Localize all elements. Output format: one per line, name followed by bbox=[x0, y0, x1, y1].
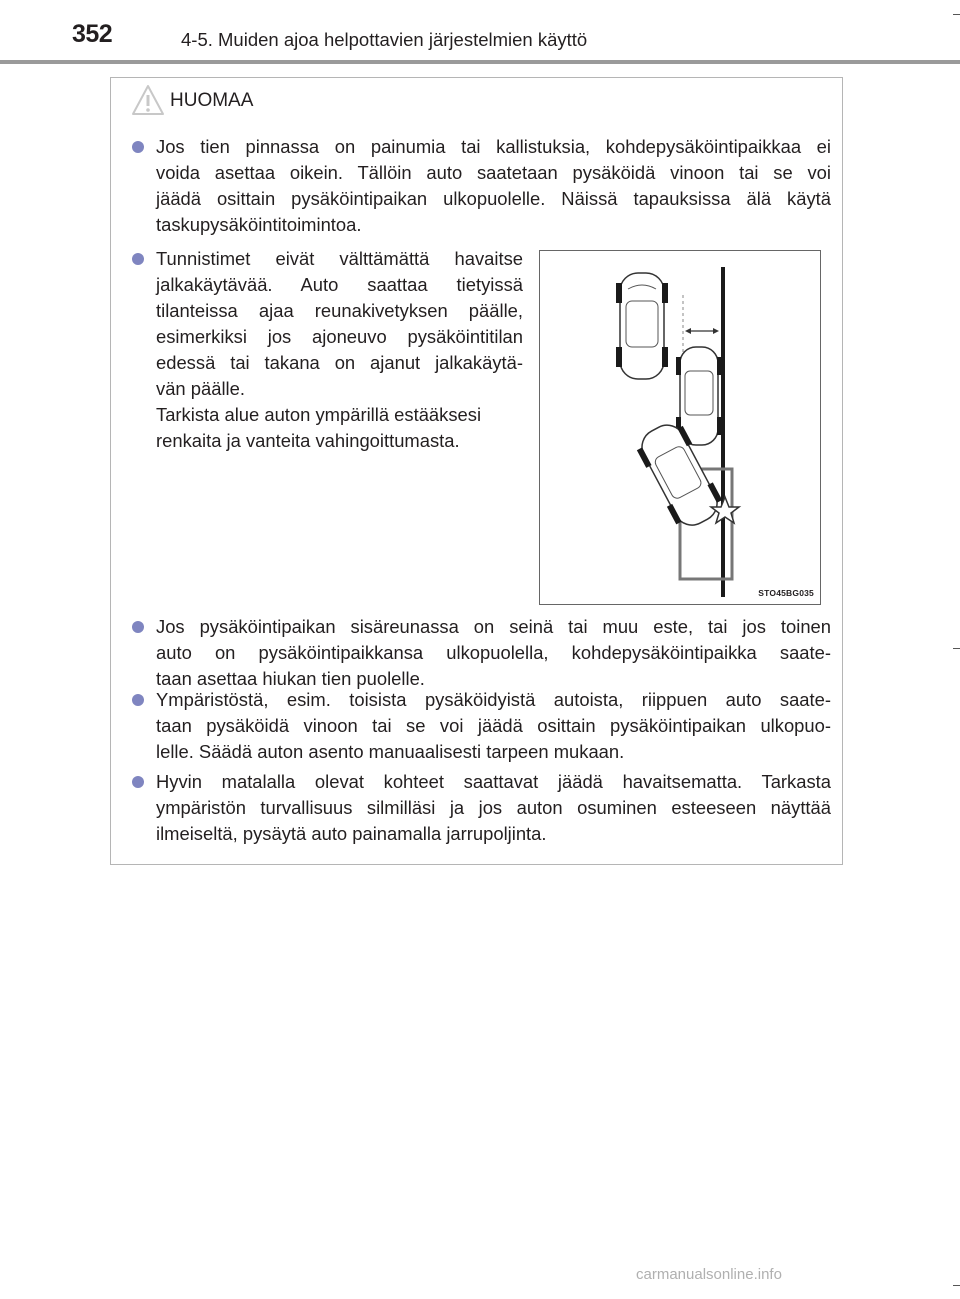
text-line: jalkakäytävää. Auto saattaa tietyissä bbox=[156, 274, 523, 295]
list-item-text bbox=[156, 687, 831, 765]
list-item bbox=[131, 687, 831, 765]
crop-mark bbox=[953, 14, 960, 15]
section-title: 4-5. Muiden ajoa helpottavien järjestelmien käyttö bbox=[181, 29, 588, 50]
list-item bbox=[131, 134, 831, 238]
warning-triangle-icon bbox=[131, 84, 165, 116]
text-line: voida asettaa oikein. Tällöin auto saatetaan pysäköidä vinoon tai se voi bbox=[156, 162, 831, 183]
text-line: taan asettaa hiukan tien puolelle. bbox=[156, 668, 425, 689]
text-line: tilanteissa ajaa reunakivetyksen päälle, bbox=[156, 300, 523, 321]
watermark: carmanualsonline.info bbox=[636, 1266, 782, 1283]
text-line: edessä tai takana on ajanut jalkakäytä- bbox=[156, 352, 523, 373]
list-item-text bbox=[156, 614, 831, 692]
text-line: Ympäristöstä, esim. toisista pysäköidyistä autoista, riippuen auto saate- bbox=[156, 689, 831, 710]
header-rule bbox=[0, 60, 960, 64]
notice-box bbox=[110, 77, 843, 865]
parking-illustration bbox=[539, 250, 821, 605]
text-line: Jos pysäköintipaikan sisäreunassa on seinä tai muu este, tai jos toinen bbox=[156, 616, 831, 637]
parking-diagram bbox=[540, 251, 820, 604]
bullet-dot-icon bbox=[132, 621, 144, 633]
notice-title: HUOMAA bbox=[170, 90, 254, 111]
text-line: auto on pysäköintipaikkansa ulkopuolella, kohdepysäköintipaikka saate- bbox=[156, 642, 831, 663]
parked-car-front bbox=[616, 273, 668, 379]
bullet-dot-icon bbox=[132, 694, 144, 706]
list-item bbox=[131, 769, 831, 847]
text-line: renkaita ja vanteita vahingoittumasta. bbox=[156, 430, 460, 451]
figure-code: STO45BG035 bbox=[758, 588, 814, 598]
bullet-dot-icon bbox=[132, 253, 144, 265]
list-item-text bbox=[156, 769, 831, 847]
text-line: Jos tien pinnassa on painumia tai kallistuksia, kohdepysäköintipaikkaa ei bbox=[156, 136, 831, 157]
bullet-dot-icon bbox=[132, 141, 144, 153]
list-item bbox=[131, 614, 831, 692]
text-line: taskupysäköintitoimintoa. bbox=[156, 214, 362, 235]
text-line: Tunnistimet eivät välttämättä havaitse bbox=[156, 248, 523, 269]
crop-mark bbox=[953, 1285, 960, 1286]
text-line: taan pysäköidä vinoon tai se voi jäädä osittain pysäköintipaikan ulkopuo- bbox=[156, 715, 831, 736]
text-line: Tarkista alue auton ympärillä estääksesi bbox=[156, 404, 482, 425]
text-line: vän päälle. bbox=[156, 378, 245, 399]
text-line: lelle. Säädä auton asento manuaalisesti tarpeen mukaan. bbox=[156, 741, 625, 762]
text-line: Hyvin matalalla olevat kohteet saattavat jäädä havaitsematta. Tarkasta bbox=[156, 771, 831, 792]
crop-mark bbox=[953, 648, 960, 649]
arrow-head bbox=[713, 328, 719, 334]
notice-header bbox=[131, 82, 253, 118]
text-line: ilmeiseltä, pysäytä auto painamalla jarrupoljinta. bbox=[156, 823, 547, 844]
text-line: esimerkiksi jos ajoneuvo pysäköintitilan bbox=[156, 326, 523, 347]
text-line: jäädä osittain pysäköintipaikan ulkopuolelle. Näissä tapauksissa älä käytä bbox=[156, 188, 831, 209]
list-item-text bbox=[156, 134, 831, 238]
text-line: ympäristön turvallisuus silmilläsi ja jos auton osuminen esteeseen näyttää bbox=[156, 797, 831, 818]
page-number: 352 bbox=[72, 20, 113, 48]
bullet-dot-icon bbox=[132, 776, 144, 788]
list-item bbox=[131, 246, 523, 454]
arrow-head bbox=[685, 328, 691, 334]
list-item-text bbox=[156, 246, 523, 454]
